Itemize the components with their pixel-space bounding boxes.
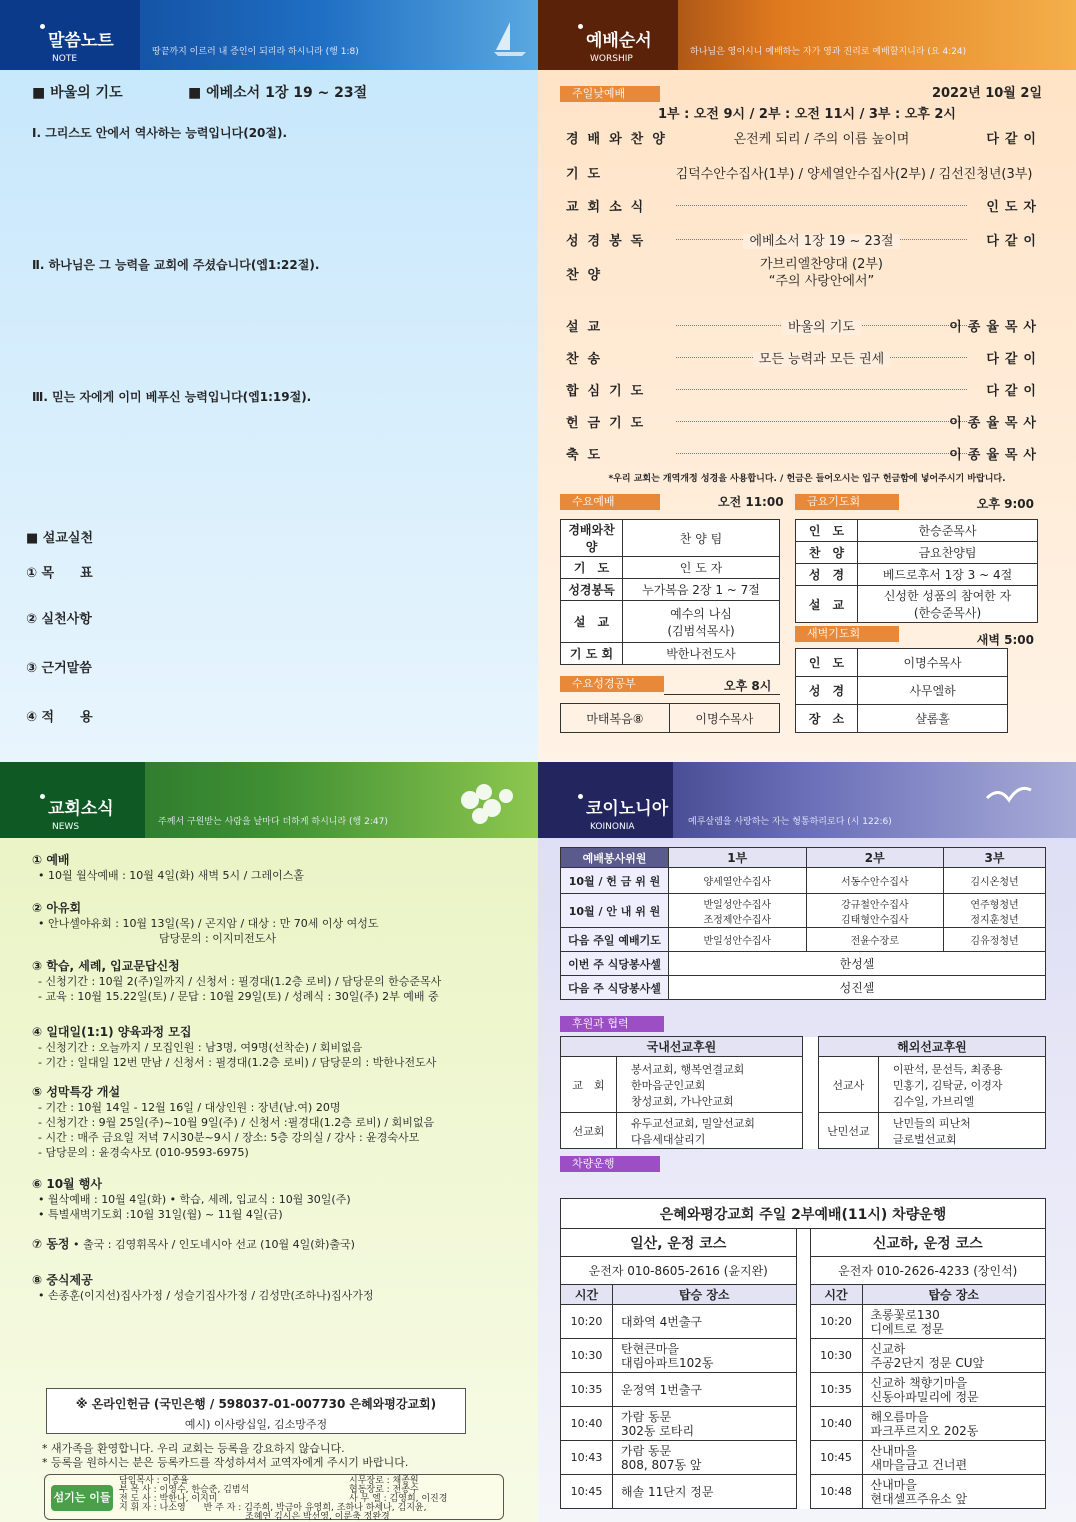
sermon-point: Ⅲ. 믿는 자에게 이미 베푸신 능력입니다(엡1:19절). <box>32 390 312 404</box>
seagull-icon <box>983 778 1033 818</box>
route-name: 일산, 운정 코스 <box>561 1229 797 1257</box>
route-driver: 운전자 010-2626-4233 (장인석) <box>810 1257 1046 1285</box>
table-cell: 한승준목사 <box>858 520 1038 542</box>
table-cell: 다음 주일 예배기도 <box>561 928 669 952</box>
table-cell: 베드로후서 1장 3 ~ 4절 <box>858 564 1038 586</box>
practice-item: ④ 적 용 <box>26 710 93 725</box>
sermon-point: Ⅱ. 하나님은 그 능력을 교회에 주셨습니다(엡1:22절). <box>32 258 320 272</box>
table-cell: 성진셀 <box>669 976 1046 1000</box>
stop-time: 10:45 <box>561 1475 613 1509</box>
news-line: • 10월 월삭예배 : 10월 4일(화) 새벽 5시 / 그레이스홀 <box>38 869 304 882</box>
table-row <box>796 705 1008 733</box>
worship-notice: *우리 교회는 개역개정 성경을 사용합니다. / 헌금은 들어오시는 입구 헌금함에 넣어주시기 바랍니다. <box>608 474 1006 484</box>
order-by: 다같이 <box>986 352 1042 367</box>
table-cell: 양세열안수집사 <box>669 868 807 894</box>
worship-order-row <box>566 128 1042 146</box>
worship-order-row <box>566 348 1042 366</box>
order-by: 이종율목사 <box>949 416 1042 431</box>
table-cell: 누가복음 2장 1 ~ 7절 <box>623 579 780 601</box>
stop-place: 초롱꽃로130 디에트로 정문 <box>862 1305 1046 1339</box>
wedstudy-time: 오후 8시 <box>724 679 772 693</box>
order-item: 성경봉독 <box>566 234 653 249</box>
practice-item: ① 목 표 <box>26 566 93 581</box>
table-cell: 한성셀 <box>669 952 1046 976</box>
stop-time: 10:40 <box>810 1407 862 1441</box>
table-cell: 전윤수장로 <box>806 928 944 952</box>
worship-order-section <box>538 0 1076 762</box>
news-line: - 기간 : 일대일 12번 만남 / 신청서 : 필경대(1.2층 로비) / 담당문의 : 박한나전도사 <box>38 1056 437 1069</box>
church-news-section <box>0 762 538 1522</box>
order-content: 가브리엘찬양대 (2부) <box>759 257 883 272</box>
stop-place: 신교하 책향기마을 신동아파밀리에 정문 <box>862 1373 1046 1407</box>
note-sub: NOTE <box>52 54 78 64</box>
table-cell: 사무엘하 <box>858 677 1008 705</box>
news-line: • 안나셀야유회 : 10월 13일(목) / 곤지암 / 대상 : 만 70세 이상 여성도 <box>38 917 379 930</box>
stop-time: 10:20 <box>561 1305 613 1339</box>
order-content: 김덕수안수집사(1부) / 양세열안수집사(2부) / 김선진청년(3부) <box>675 167 1033 182</box>
stop-place: 신교하 주공2단지 정문 CU앞 <box>862 1339 1046 1373</box>
order-content: 바울의 기도 <box>782 320 861 335</box>
news-heading: ⑦ 동정 <box>32 1237 70 1251</box>
order-item: 교회소식 <box>566 200 653 215</box>
news-item <box>32 1176 351 1222</box>
order-item: 설교 <box>566 320 610 335</box>
news-line: 담당문의 : 이지미전도사 <box>38 932 276 945</box>
worship-times: 1부 : 오전 9시 / 2부 : 오전 11시 / 3부 : 오후 2시 <box>658 107 956 122</box>
stop-place: 해솔 11단지 정문 <box>613 1475 797 1509</box>
staff-label: 섬기는 이들 <box>51 1485 113 1511</box>
table-cell: 난민들의 피난처 글로벌선교회 <box>878 1113 1045 1149</box>
order-content: 모든 능력과 모든 권세 <box>753 352 890 367</box>
news-heading: ② 아유회 <box>32 901 82 915</box>
fri-table <box>795 519 1038 623</box>
bus-label: 차량운행 <box>560 1156 660 1172</box>
table-cell: 김유정청년 <box>944 928 1046 952</box>
table-cell: 이판석, 문선득, 최종용 민홍기, 김탁균, 이경자 김수일, 가브리엘 <box>878 1057 1045 1113</box>
order-by: 다같이 <box>986 234 1042 249</box>
table-cell: 성 경 <box>796 677 858 705</box>
table-row <box>561 1113 1046 1149</box>
sermon-note-section <box>0 0 538 762</box>
practice-item: ② 실천사항 <box>26 612 92 627</box>
worship-order-row <box>566 444 1042 462</box>
sunday-label: 주일낮예배 <box>560 86 660 102</box>
order-item: 경배와찬양 <box>566 132 674 147</box>
staff-row: 부 목 사 : 이영수, 한승준, 김범석 협동장로 : 전종수 <box>119 1485 419 1495</box>
worship-order-row <box>566 380 1042 398</box>
stop-place: 대화역 4번출구 <box>613 1305 797 1339</box>
news-line: - 담당문의 : 윤경숙사모 (010-9593-6975) <box>38 1146 249 1159</box>
table-cell: 유두교선교회, 밀알선교회 다음세대살리기 <box>617 1113 803 1149</box>
table-row <box>561 579 780 601</box>
stop-time: 10:43 <box>561 1441 613 1475</box>
table-row <box>561 928 1046 952</box>
table-cell: 신성한 성품의 참여한 자 (한승준목사) <box>858 586 1038 623</box>
table-cell: 기 도 <box>561 557 623 579</box>
table-cell: 봉서교회, 행복연결교회 한마음군인교회 창성교회, 가나안교회 <box>617 1057 803 1113</box>
news-line: • 출국 : 김영휘목사 / 인도네시아 선교 (10월 4일(화)출국) <box>69 1238 355 1251</box>
table-cell: 반일성안수집사 조정제안수집사 <box>669 894 807 928</box>
news-line: - 기간 : 10월 14일 - 12월 16일 / 대상인원 : 장년(남.여) 20명 <box>38 1101 341 1114</box>
order-item: 합심기도 <box>566 384 653 399</box>
table-cell: 선교회 <box>561 1113 617 1149</box>
staff-row: 전 도 사 : 박한나, 이지미 사 무 엘 : 김영희, 이진경 <box>119 1494 448 1504</box>
serve-table <box>560 847 1046 1000</box>
bus-table: 은혜와평강교회 주일 2부예배(11시) 차량운행 일산, 운정 코스 신교하, 운정 코스 운전자 010-8605-2616 (윤지완) 운전자 010-2626-4233 (장인석) 시간 탑승 장소 시간 탑승 장소 10:20 대화역 4번출구 10:20 초롱꽃로130 디에트로 정문 10:30 탄현큰마을 대림아파트102동 10:30 신교하 주공2단지 정문 CU앞 10:35 운정역 1번출구 10:35 신교하 책향기마을 신동아파밀리에 정문 10:40 가람 동문 302동 로타리 10:40 해오름마을 파크푸르지오 202동 10:43 가람 동문 808, 807동 앞 10:45 산내마을 새마을금고 건너편 10:45 해솔 11단지 정문 10:48 산내마을 현대셀프주유소 앞 <box>560 1198 1046 1509</box>
order-content2: “주의 사랑안에서” <box>768 274 875 289</box>
table-cell: 난민선교 <box>818 1113 878 1149</box>
staff-row: 조혜연 김시은 박선영, 이룬축 정완경 <box>119 1512 390 1522</box>
table-row <box>561 520 780 557</box>
news-sub: NEWS <box>52 822 80 832</box>
note-header <box>0 0 538 70</box>
table-row <box>561 1057 1046 1113</box>
stop-place: 해오름마을 파크푸르지오 202동 <box>862 1407 1046 1441</box>
welcome-note: * 등록을 원하시는 분은 등록카드를 작성하셔서 교역자에게 주시기 바랍니다. <box>42 1456 409 1469</box>
table-cell: 다음 주 식당봉사셀 <box>561 976 669 1000</box>
sermon-title: ■ 바울의 기도 <box>32 85 123 101</box>
table-cell: 이번 주 식당봉사셀 <box>561 952 669 976</box>
koinonia-verse: 예루살렘을 사랑하는 자는 형통하리로다 (시 122:6) <box>688 817 892 827</box>
practice-item: ③ 근거말씀 <box>26 661 92 676</box>
table-cell: 서동수안수집사 <box>806 868 944 894</box>
dawn-time: 새벽 5:00 <box>976 633 1034 647</box>
note-title: 말씀노트 <box>48 31 114 51</box>
stop-time: 10:35 <box>561 1373 613 1407</box>
flower-icon <box>440 770 530 834</box>
fri-time: 오후 9:00 <box>976 497 1034 511</box>
table-row <box>561 643 780 665</box>
order-by: 인도자 <box>986 200 1042 215</box>
table-cell: 김시온청년 <box>944 868 1046 894</box>
worship-title: 예배순서 <box>586 31 652 51</box>
wed-table <box>560 519 780 665</box>
sermon-scripture: ■ 에베소서 1장 19 ~ 23절 <box>188 85 368 101</box>
worship-order-row <box>566 257 1042 289</box>
stop-place: 운정역 1번출구 <box>613 1373 797 1407</box>
table-cell: 교 회 <box>561 1057 617 1113</box>
stop-place: 산내마을 현대셀프주유소 앞 <box>862 1475 1046 1509</box>
table-cell: 찬 양 팀 <box>623 520 780 557</box>
offering-example: 예시) 이사랑십일, 김소망주정 <box>184 1418 328 1431</box>
staff-row: 담임목사 : 이종율 시무장로 : 채종원 <box>119 1476 419 1486</box>
worship-order-row <box>566 412 1042 430</box>
fri-label: 금요기도회 <box>795 494 899 510</box>
route-driver: 운전자 010-8605-2616 (윤지완) <box>561 1257 797 1285</box>
table-cell: 설 교 <box>561 601 623 643</box>
table-cell: 금요찬양팀 <box>858 542 1038 564</box>
table-cell: 경배와찬양 <box>561 520 623 557</box>
ovs-label: 해외선교후원 <box>818 1037 1045 1057</box>
note-verse: 땅끝까지 이르러 내 증인이 되리라 하시니라 (행 1:8) <box>152 47 359 57</box>
news-line: - 교육 : 10월 15.22일(토) / 문답 : 10월 29일(토) / 성례식 : 30일(주) 2부 예배 중 <box>38 990 439 1003</box>
stop-time: 10:20 <box>810 1305 862 1339</box>
table-cell: 성경봉독 <box>561 579 623 601</box>
table-row <box>561 601 780 643</box>
news-heading: ⑧ 중식제공 <box>32 1273 93 1287</box>
table-row <box>796 542 1038 564</box>
sailboat-icon <box>490 18 530 58</box>
news-line: • 월삭예배 : 10월 4일(화) • 학습, 세례, 입교식 : 10월 30일(주) <box>38 1193 351 1206</box>
stop-time: 10:45 <box>810 1441 862 1475</box>
table-cell: 찬 양 <box>796 542 858 564</box>
news-item <box>32 852 304 883</box>
news-item <box>32 958 441 1004</box>
serve-col-header: 1부 <box>669 848 807 868</box>
news-line: - 신청기간 : 9월 25일(주)~10월 9일(주) / 신청서 :필경대(1.2층 로비) / 회비없음 <box>38 1116 435 1129</box>
stop-place: 산내마을 새마을금고 건너편 <box>862 1441 1046 1475</box>
order-content: 온전케 되리 / 주의 이름 높이며 <box>733 132 910 147</box>
stop-place: 탄현큰마을 대림아파트102동 <box>613 1339 797 1373</box>
table-cell: 강규철안수집사 김태형안수집사 <box>806 894 944 928</box>
stop-time: 10:35 <box>810 1373 862 1407</box>
table-row <box>561 557 780 579</box>
order-item: 축도 <box>566 448 610 463</box>
sermon-point: Ⅰ. 그리스도 안에서 역사하는 능력입니다(20절). <box>32 126 288 140</box>
worship-order-row <box>566 230 1042 248</box>
table-cell: 인 도 <box>796 649 858 677</box>
order-item: 헌금기도 <box>566 416 653 431</box>
order-item: 찬송 <box>566 352 610 367</box>
table-row <box>796 520 1038 542</box>
stop-time: 10:30 <box>810 1339 862 1373</box>
serve-col-header: 2부 <box>806 848 944 868</box>
serve-col-header: 3부 <box>944 848 1046 868</box>
route-name: 신교하, 운정 코스 <box>810 1229 1046 1257</box>
bus-title: 은혜와평강교회 주일 2부예배(11시) 차량운행 <box>561 1199 1046 1229</box>
koinonia-section <box>538 762 1076 1522</box>
worship-verse: 하나님은 영이시니 예배하는 자가 영과 진리로 예배할지니라 (요 4:24) <box>690 47 967 57</box>
support-label: 후원과 협력 <box>560 1016 664 1032</box>
koinonia-title: 코이노니아 <box>586 799 669 819</box>
staff-box <box>44 1474 504 1520</box>
news-header <box>0 762 538 838</box>
wed-label: 수요예배 <box>560 494 660 510</box>
table-cell: 예수의 나심 (김범석목사) <box>623 601 780 643</box>
worship-date: 2022년 10월 2일 <box>931 86 1042 101</box>
worship-header <box>538 0 1076 70</box>
koinonia-sub: KOINONIA <box>590 822 635 832</box>
order-item: 기도 <box>566 167 610 182</box>
worship-order-row <box>566 163 1042 181</box>
table-row <box>561 952 1046 976</box>
stop-place: 가람 동문 302동 로타리 <box>613 1407 797 1441</box>
table-cell: 10월 / 헌 금 위 원 <box>561 868 669 894</box>
news-heading: ⑤ 성막특강 개설 <box>32 1085 121 1099</box>
worship-sub: WORSHIP <box>590 54 633 64</box>
table-cell: 기 도 회 <box>561 643 623 665</box>
table-cell: 반일성안수집사 <box>669 928 807 952</box>
practice-title: ■ 설교실천 <box>26 531 94 546</box>
table-row <box>561 868 1046 894</box>
dom-label: 국내선교후원 <box>561 1037 803 1057</box>
table-cell: 장 소 <box>796 705 858 733</box>
news-item <box>32 1084 434 1160</box>
table-row <box>796 564 1038 586</box>
table-cell: 샬롬홀 <box>858 705 1008 733</box>
order-item: 찬양 <box>566 268 610 283</box>
welcome-note: * 새가족을 환영합니다. 우리 교회는 등록을 강요하지 않습니다. <box>42 1442 345 1455</box>
news-verse: 주께서 구원받는 사람을 날마다 더하게 하시니라 (행 2:47) <box>158 817 388 827</box>
news-heading: ① 예배 <box>32 853 70 867</box>
table-cell: 선교사 <box>818 1057 878 1113</box>
offering-account: ※ 온라인헌금 (국민은행 / 598037-01-007730 은혜와평강교회) <box>75 1397 437 1411</box>
news-item <box>32 1236 355 1253</box>
news-line: - 신청기간 : 오늘까지 / 모집인원 : 남3명, 여9명(선착순) / 회비없음 <box>38 1041 363 1054</box>
serve-label: 예배봉사위원 <box>561 848 669 868</box>
table-row <box>561 894 1046 928</box>
stop-time: 10:30 <box>561 1339 613 1373</box>
dawn-label: 새벽기도회 <box>795 626 899 642</box>
news-heading: ④ 일대일(1:1) 양육과정 모집 <box>32 1025 192 1039</box>
table-cell: 이명수목사 <box>858 649 1008 677</box>
worship-order-row <box>566 196 1042 214</box>
news-line: - 신청기간 : 10월 2(주)일까지 / 신청서 : 필경대(1.2층 로비) / 담당문의 한승준목사 <box>38 975 442 988</box>
table-cell: 인 도 <box>796 520 858 542</box>
news-heading: ⑥ 10월 행사 <box>32 1177 102 1191</box>
order-by: 다같이 <box>986 132 1042 147</box>
stop-time: 10:40 <box>561 1407 613 1441</box>
table-cell: 10월 / 안 내 위 원 <box>561 894 669 928</box>
table-row <box>796 649 1008 677</box>
dawn-table <box>795 648 1008 733</box>
stop-place: 가람 동문 808, 807동 앞 <box>613 1441 797 1475</box>
table-cell: 인 도 자 <box>623 557 780 579</box>
table-row <box>796 586 1038 623</box>
news-heading: ③ 학습, 세례, 입교문답신청 <box>32 959 180 973</box>
wedstudy-table: 마태복음⑧ 이명수목사 <box>560 703 780 733</box>
table-row <box>561 976 1046 1000</box>
table-cell: 박한나전도사 <box>623 643 780 665</box>
wedstudy-label: 수요성경공부 <box>560 676 664 692</box>
news-line: • 특별새벽기도회 :10월 31일(월) ~ 11월 4일(금) <box>38 1208 283 1221</box>
wed-time: 오전 11:00 <box>718 495 784 509</box>
online-offering-box <box>46 1388 466 1434</box>
news-line: - 시간 : 매주 금요일 저녁 7시30분~9시 / 장소: 5층 강의실 / 강사 : 윤경숙사모 <box>38 1131 420 1144</box>
news-item <box>32 1272 373 1303</box>
news-title: 교회소식 <box>48 799 114 819</box>
support-table <box>560 1036 1046 1149</box>
koinonia-header <box>538 762 1076 838</box>
news-line: • 손종훈(이지선)집사가정 / 성슬기집사가정 / 김성만(조하나)집사가정 <box>38 1289 374 1302</box>
table-cell: 연주형청년 정지훈청년 <box>944 894 1046 928</box>
news-item <box>32 1024 436 1070</box>
order-by: 다같이 <box>986 384 1042 399</box>
staff-row: 지 휘 자 : 나소영 반 주 자 : 김주희, 박금아 유영희, 조하나 하세나, 김지윤, <box>119 1503 427 1513</box>
order-content: 에베소서 1장 19 ~ 23절 <box>743 234 899 249</box>
table-cell: 성 경 <box>796 564 858 586</box>
table-cell: 설 교 <box>796 586 858 623</box>
table-row <box>796 677 1008 705</box>
news-item <box>32 900 379 946</box>
worship-order-row <box>566 316 1042 334</box>
order-by: 이종율목사 <box>949 448 1042 463</box>
stop-time: 10:48 <box>810 1475 862 1509</box>
order-by: 이종율목사 <box>949 320 1042 335</box>
